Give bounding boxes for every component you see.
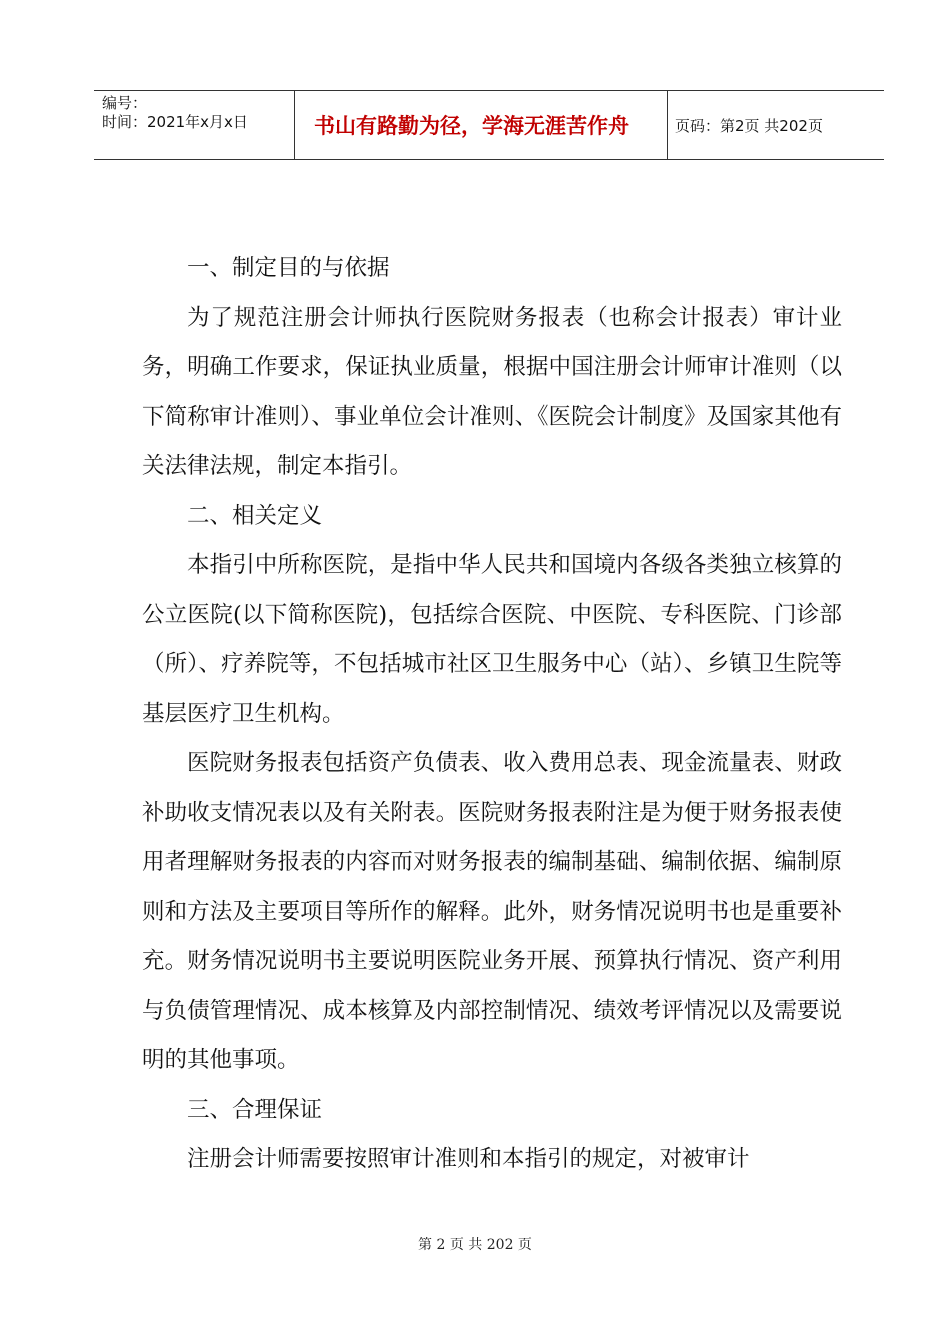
motto-text: 书山有路勤为径，学海无涯苦作舟 [314, 114, 629, 138]
time-label: 时间：2021年x月x日 [102, 113, 248, 131]
paragraph-definition-hospital: 本指引中所称医院，是指中华人民共和国境内各级各类独立核算的公立医院(以下简称医院)，包括综合医院、中医院、专科医院、门诊部（所）、疗养院等，不包括城市社区卫生服务中心（站）、乡镇卫生院等基层医疗卫生机构。 [142, 552, 842, 727]
section-heading-2: 二、相关定义 [187, 502, 323, 529]
section-heading-3: 三、合理保证 [187, 1096, 323, 1123]
serial-label: 编号： [102, 94, 148, 112]
header-motto-cell [294, 91, 668, 159]
page-header [94, 90, 884, 160]
page-footer: 第 2 页 共 202 页 [418, 1237, 532, 1253]
header-meta-cell [94, 91, 295, 159]
header-page-cell [667, 91, 884, 159]
paragraph-assurance: 注册会计师需要按照审计准则和本指引的规定，对被审计 [187, 1146, 750, 1172]
paragraph-definition-reports: 医院财务报表包括资产负债表、收入费用总表、现金流量表、财政补助收支情况表以及有关附表。医院财务报表附注是为便于财务报表使用者理解财务报表的内容而对财务报表的编制基础、编制依据、编制原则和方法及主要项目等所作的解释。此外，财务情况说明书也是重要补充。财务情况说明书主要说明医院业务开展、预算执行情况、资产利用与负债管理情况、成本核算及内部控制情况、绩效考评情况以及需要说明的其他事项。 [142, 750, 842, 1073]
header-page-info: 页码：第2页 共202页 [675, 117, 823, 135]
document-body [142, 244, 842, 1185]
paragraph-purpose: 为了规范注册会计师执行医院财务报表（也称会计报表）审计业务，明确工作要求，保证执业质量，根据中国注册会计师审计准则（以下简称审计准则）、事业单位会计准则、《医院会计制度》及国家其他有关法律法规，制定本指引。 [142, 304, 842, 479]
section-heading-1: 一、制定目的与依据 [187, 255, 390, 281]
